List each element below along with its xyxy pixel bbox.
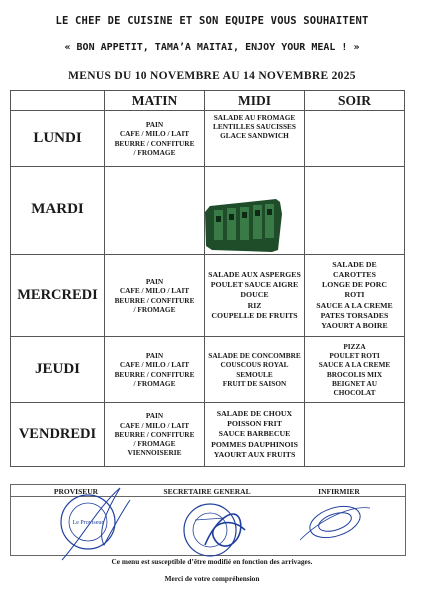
- menu-line: SAUCE A LA CREME: [316, 300, 393, 310]
- menu-line: POULET SAUCE AIGRE: [210, 280, 299, 290]
- menu-line: LONGE DE PORC: [322, 280, 387, 290]
- menu-line: SALADE DE CONCOMBRE: [208, 351, 301, 361]
- day-label: LUNDI: [11, 111, 105, 167]
- day-label: JEUDI: [11, 337, 105, 403]
- menu-line: COUPELLE DE FRUITS: [211, 310, 298, 320]
- menu-line: FRUIT DE SAISON: [222, 378, 287, 388]
- menu-line: LENTILLES SAUCISSES: [213, 122, 296, 132]
- notice-text: Ce menu est susceptible d’être modifié en fonction des arrivages.: [111, 557, 313, 566]
- menu-line: / FROMAGE: [133, 378, 176, 388]
- menu-line: CAFE / MILO / LAIT: [119, 286, 190, 296]
- menu-line: SALADE DE: [332, 259, 377, 269]
- menu-line: POMMES DAUPHINOIS: [211, 439, 298, 449]
- secretaire-stamp: [184, 504, 245, 556]
- day-label: VENDREDI: [11, 403, 105, 467]
- menu-line: POISSON FRIT: [227, 419, 282, 429]
- menu-line: CAFE / MILO / LAIT: [119, 360, 190, 370]
- menu-line: SAUCE A LA CREME: [318, 360, 391, 370]
- menu-line: BEIGNET AU: [331, 378, 378, 388]
- menu-line: BEURRE / CONFITURE: [114, 295, 195, 305]
- menu-line: PIZZA: [343, 341, 366, 351]
- sig-head-infirmier: INFIRMIER: [318, 487, 360, 496]
- menu-line: PAIN: [145, 411, 164, 421]
- green-sticker-image: [205, 199, 282, 252]
- menu-line: CHOCOLAT: [333, 387, 376, 397]
- menu-line: YAOURT A BOIRE: [321, 321, 388, 330]
- menu-line: PAIN: [145, 120, 164, 130]
- stamp-sub-text: Le Proviseur: [72, 520, 104, 526]
- menu-line: BEURRE / CONFITURE: [114, 429, 195, 439]
- menu-line: SEMOULE: [236, 369, 273, 379]
- menu-line: RIZ: [247, 300, 262, 310]
- menu-period-title: MENUS DU 10 NOVEMBRE AU 14 NOVEMBRE 2025: [68, 70, 356, 82]
- menu-line: SALADE DE CHOUX: [216, 408, 293, 418]
- menu-line: PATES TORSADES: [320, 310, 389, 320]
- col-header-matin: MATIN: [105, 91, 205, 111]
- infirmier-stamp: [300, 501, 370, 544]
- menu-line: ROTI: [344, 290, 365, 300]
- menu-line: COUSCOUS ROYAL: [220, 360, 289, 370]
- menu-line: GLACE SANDWICH: [220, 131, 289, 141]
- menu-line: / FROMAGE: [133, 304, 176, 314]
- menu-line: SALADE AU FROMAGE: [213, 113, 296, 122]
- menu-line: CAFE / MILO / LAIT: [119, 420, 190, 430]
- menu-line: SAUCE BARBECUE: [218, 429, 291, 439]
- col-header-midi: MIDI: [205, 91, 305, 111]
- menu-line: VIENNOISERIE: [127, 448, 182, 458]
- menu-line: SALADE AUX ASPERGES: [208, 269, 301, 279]
- menu-line: POULET ROTI: [329, 351, 380, 361]
- menu-line: / FROMAGE: [133, 439, 176, 449]
- sig-head-proviseur: PROVISEUR: [53, 487, 99, 496]
- col-header-soir: SOIR: [305, 91, 405, 111]
- day-label: MARDI: [11, 167, 105, 255]
- menu-line: PAIN: [145, 277, 164, 287]
- proviseur-stamp: [61, 488, 130, 560]
- menu-line: YAOURT AUX FRUITS: [213, 449, 296, 459]
- menu-line: BEURRE / CONFITURE: [114, 138, 195, 148]
- day-label: MERCREDI: [11, 255, 105, 337]
- menu-line: BROCOLIS MIX: [326, 369, 383, 379]
- header-line-2: « BON APPETIT, TAMA’A MAITAI, ENJOY YOUR MEAL ! »: [64, 42, 360, 53]
- thanks-text: Merci de votre compréhension: [164, 574, 260, 583]
- sig-head-secretaire: SECRETAIRE GENERAL: [163, 487, 251, 496]
- header-line-1: LE CHEF DE CUISINE ET SON EQUIPE VOUS SOUHAITENT: [55, 15, 369, 27]
- menu-line: PAIN: [145, 351, 164, 361]
- menu-line: BEURRE / CONFITURE: [114, 369, 195, 379]
- menu-line: / FROMAGE: [133, 147, 176, 157]
- menu-line: DOUCE: [240, 290, 269, 300]
- menu-line: CAROTTES: [333, 269, 376, 279]
- menu-line: CAFE / MILO / LAIT: [119, 129, 190, 139]
